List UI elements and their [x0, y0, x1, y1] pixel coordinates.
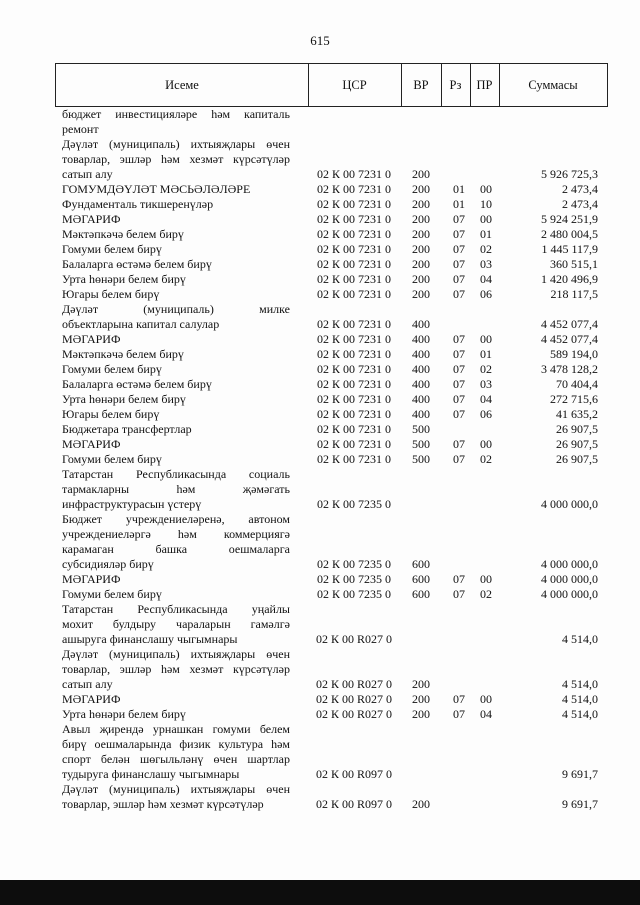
row-name-line: МӘГАРИФ [62, 332, 121, 346]
table-row [0, 422, 640, 437]
row-sum: 9 691,7 [562, 797, 598, 811]
row-csr: 02 К 00 R027 0 [315, 677, 392, 691]
row-sum: 1 420 496,9 [541, 272, 598, 286]
row-name-line: МӘГАРИФ [62, 437, 121, 451]
row-csr: 02 К 00 R097 0 [315, 767, 392, 781]
row-rz: 01 [453, 197, 465, 211]
row-csr: 02 К 00 7231 0 [316, 197, 391, 211]
header-rz: Рз [441, 64, 471, 106]
row-name-line: Гомуми белем бирү [62, 452, 162, 466]
row-vr: 200 [412, 212, 430, 226]
row-sum: 41 635,2 [556, 407, 598, 421]
table-row [0, 362, 640, 377]
row-sum: 4 000 000,0 [541, 587, 598, 601]
row-vr: 400 [412, 332, 430, 346]
row-name-line: тудыруга финанслашу чыгымнары [62, 767, 240, 781]
table-row [0, 407, 640, 422]
row-name-line: Балаларга өстәмә белем бирү [62, 257, 212, 271]
row-rz: 01 [453, 182, 465, 196]
row-rz: 07 [453, 362, 465, 376]
row-csr: 02 К 00 7231 0 [316, 242, 391, 256]
row-vr: 600 [412, 572, 430, 586]
row-sum: 26 907,5 [556, 437, 598, 451]
row-name-line: Югары белем бирү [62, 287, 160, 301]
row-sum: 4 000 000,0 [541, 572, 598, 586]
row-csr: 02 К 00 7231 0 [316, 452, 391, 466]
row-vr: 200 [412, 242, 430, 256]
row-vr: 200 [412, 227, 430, 241]
row-pr: 06 [480, 407, 492, 421]
row-sum: 4 514,0 [562, 632, 598, 646]
header-sum: Суммасы [528, 78, 578, 92]
row-rz: 07 [453, 242, 465, 256]
row-sum: 2 480 004,5 [541, 227, 598, 241]
row-csr: 02 К 00 7231 0 [316, 212, 391, 226]
table-row [0, 332, 640, 347]
row-rz: 07 [453, 212, 465, 226]
row-csr: 02 К 00 7235 0 [316, 497, 391, 511]
row-rz: 07 [453, 332, 465, 346]
row-sum: 4 000 000,0 [541, 557, 598, 571]
row-name-line: товарлар, эшләр һәм хезмәт күрсәтүләр [62, 662, 290, 676]
row-vr: 600 [412, 557, 430, 571]
row-name-line: бирү оешмаларында физик культура һәм [62, 737, 290, 751]
scan-bottom-edge [0, 880, 640, 905]
row-name-line: ашыруга финанслашу чыгымнары [62, 632, 238, 646]
table-row [0, 782, 640, 812]
row-vr: 500 [412, 422, 430, 436]
row-sum: 4 452 077,4 [541, 317, 598, 331]
row-pr: 02 [480, 362, 492, 376]
row-vr: 500 [412, 437, 430, 451]
row-rz: 07 [453, 227, 465, 241]
table-row [0, 452, 640, 467]
row-csr: 02 К 00 7231 0 [316, 347, 391, 361]
row-name-line: Югары белем бирү [62, 407, 160, 421]
row-csr: 02 К 00 R027 0 [315, 692, 392, 706]
row-rz: 07 [453, 707, 465, 721]
row-rz: 07 [453, 257, 465, 271]
row-vr: 200 [412, 707, 430, 721]
row-name-line: Мәктәпкәчә белем бирү [62, 347, 184, 361]
row-vr: 200 [412, 182, 430, 196]
header-name: Исеме [56, 64, 309, 106]
row-vr: 400 [412, 362, 430, 376]
row-pr: 03 [480, 377, 492, 391]
row-csr: 02 К 00 R097 0 [315, 797, 392, 811]
page-number: 615 [310, 33, 330, 48]
row-name-line: Дәүләт (муниципаль) ихтыяҗлары өчен [62, 647, 290, 661]
row-pr: 00 [480, 572, 492, 586]
row-rz: 07 [453, 377, 465, 391]
row-csr: 02 К 00 7231 0 [316, 422, 391, 436]
row-name-line: бюджет инвестицияләре һәм капиталь [62, 107, 290, 121]
row-rz: 07 [453, 347, 465, 361]
table-row [0, 242, 640, 257]
row-name-line: Урта һөнәри белем бирү [62, 392, 186, 406]
row-vr: 500 [412, 452, 430, 466]
table-row [0, 722, 640, 782]
table-row [0, 377, 640, 392]
row-sum: 26 907,5 [556, 452, 598, 466]
row-csr: 02 К 00 7231 0 [316, 227, 391, 241]
row-name-line: Гомуми белем бирү [62, 587, 162, 601]
row-pr: 10 [480, 197, 492, 211]
row-sum: 2 473,4 [562, 182, 598, 196]
row-pr: 00 [480, 182, 492, 196]
table-row [0, 287, 640, 302]
row-name-line: Мәктәпкәчә белем бирү [62, 227, 184, 241]
table-row [0, 467, 640, 512]
row-name-line: Гомуми белем бирү [62, 242, 162, 256]
row-sum: 5 926 725,3 [541, 167, 598, 181]
table-row [0, 272, 640, 287]
row-csr: 02 К 00 7231 0 [316, 257, 391, 271]
table-row [0, 647, 640, 692]
table-row [0, 212, 640, 227]
row-name-line: Гомуми белем бирү [62, 362, 162, 376]
row-name-line: карамаган башка оешмаларга [62, 542, 290, 556]
table-row [0, 107, 640, 137]
row-name-line: сатып алу [62, 167, 113, 181]
row-sum: 9 691,7 [562, 767, 598, 781]
row-sum: 4 452 077,4 [541, 332, 598, 346]
row-pr: 03 [480, 257, 492, 271]
row-sum: 360 515,1 [550, 257, 598, 271]
row-name-line: МӘГАРИФ [62, 692, 121, 706]
table-row [0, 197, 640, 212]
table-row [0, 692, 640, 707]
row-rz: 07 [453, 287, 465, 301]
row-pr: 00 [480, 692, 492, 706]
row-vr: 200 [412, 167, 430, 181]
row-csr: 02 К 00 7235 0 [316, 572, 391, 586]
table-body [0, 107, 640, 812]
row-csr: 02 К 00 7231 0 [316, 377, 391, 391]
row-pr: 06 [480, 287, 492, 301]
row-name-line: Дәүләт (муниципаль) ихтыяҗлары өчен [62, 137, 290, 151]
row-rz: 07 [453, 692, 465, 706]
table-row [0, 512, 640, 572]
row-csr: 02 К 00 7231 0 [316, 182, 391, 196]
row-pr: 00 [480, 437, 492, 451]
header-vr: ВР [401, 64, 442, 106]
row-name-line: тармакларны һәм җәмәгать [62, 482, 290, 496]
row-vr: 200 [412, 197, 430, 211]
row-name-line: Татарстан Республикасында социаль [62, 467, 290, 481]
row-vr: 400 [412, 377, 430, 391]
row-sum: 4 000 000,0 [541, 497, 598, 511]
header-csr: ЦСР [308, 64, 402, 106]
row-name-line: Бюджет учреждениеләренә, автоном [62, 512, 290, 526]
row-name-line: субсидияләр бирү [62, 557, 154, 571]
row-rz: 07 [453, 392, 465, 406]
row-sum: 4 514,0 [562, 707, 598, 721]
row-sum: 272 715,6 [550, 392, 598, 406]
row-sum: 2 473,4 [562, 197, 598, 211]
table-row [0, 437, 640, 452]
row-vr: 400 [412, 347, 430, 361]
row-name-line: мохит булдыру чараларын гамәлгә [62, 617, 290, 631]
row-sum: 4 514,0 [562, 692, 598, 706]
row-pr: 00 [480, 332, 492, 346]
table-header [55, 63, 608, 107]
row-csr: 02 К 00 R027 0 [315, 707, 392, 721]
row-pr: 02 [480, 587, 492, 601]
row-vr: 200 [412, 287, 430, 301]
row-name-line: учреждениеләргә һәм коммерциягә [62, 527, 290, 541]
row-csr: 02 К 00 7231 0 [316, 167, 391, 181]
header-pr: ПР [470, 64, 500, 106]
row-sum: 70 404,4 [556, 377, 598, 391]
row-csr: 02 К 00 7231 0 [316, 272, 391, 286]
row-rz: 07 [453, 587, 465, 601]
row-rz: 07 [453, 572, 465, 586]
table-row [0, 302, 640, 332]
row-pr: 04 [480, 272, 492, 286]
row-sum: 3 478 128,2 [541, 362, 598, 376]
row-vr: 400 [412, 407, 430, 421]
row-name-line: МӘГАРИФ [62, 572, 121, 586]
table-row [0, 707, 640, 722]
row-vr: 400 [412, 317, 430, 331]
row-pr: 01 [480, 347, 492, 361]
row-pr: 02 [480, 452, 492, 466]
row-rz: 07 [453, 407, 465, 421]
table-row [0, 572, 640, 587]
row-vr: 200 [412, 257, 430, 271]
table-row [0, 587, 640, 602]
row-vr: 600 [412, 587, 430, 601]
row-csr: 02 К 00 7231 0 [316, 407, 391, 421]
row-name-line: Урта һөнәри белем бирү [62, 272, 186, 286]
row-csr: 02 К 00 R027 0 [315, 632, 392, 646]
row-name-line: МӘГАРИФ [62, 212, 121, 226]
row-vr: 200 [412, 677, 430, 691]
row-csr: 02 К 00 7231 0 [316, 317, 391, 331]
row-rz: 07 [453, 437, 465, 451]
row-csr: 02 К 00 7231 0 [316, 362, 391, 376]
row-sum: 589 194,0 [550, 347, 598, 361]
row-name-line: товарлар, эшләр һәм хезмәт күрсәтүләр [62, 797, 264, 811]
table-row [0, 182, 640, 197]
row-vr: 400 [412, 392, 430, 406]
row-pr: 02 [480, 242, 492, 256]
row-name-line: инфраструктурасын үстерү [62, 497, 202, 511]
row-csr: 02 К 00 7231 0 [316, 287, 391, 301]
row-rz: 07 [453, 452, 465, 466]
row-name-line: ГОМУМДӘҮЛӘТ МӘСЬӘЛӘЛӘРЕ [62, 182, 251, 196]
row-pr: 00 [480, 212, 492, 226]
row-name-line: Дәүләт (муниципаль) ихтыяҗлары өчен [62, 782, 290, 796]
table-row [0, 392, 640, 407]
row-sum: 5 924 251,9 [541, 212, 598, 226]
row-name-line: Татарстан Республикасында уңайлы [62, 602, 290, 616]
row-name-line: объектларына капитал салулар [62, 317, 220, 331]
row-name-line: Урта һөнәри белем бирү [62, 707, 186, 721]
table-row [0, 347, 640, 362]
table-row [0, 137, 640, 182]
row-name-line: Фундаменталь тикшеренүләр [62, 197, 214, 211]
row-pr: 01 [480, 227, 492, 241]
row-vr: 200 [412, 692, 430, 706]
row-name-line: Дәүләт (муниципаль) милке [62, 302, 290, 316]
row-name-line: сатып алу [62, 677, 113, 691]
row-pr: 04 [480, 707, 492, 721]
row-vr: 200 [412, 272, 430, 286]
row-pr: 04 [480, 392, 492, 406]
row-name-line: товарлар, эшләр һәм хезмәт күрсәтүләр [62, 152, 290, 166]
row-name-line: спорт белән шөгыльләнү өчен шартлар [62, 752, 290, 766]
row-csr: 02 К 00 7231 0 [316, 392, 391, 406]
row-sum: 4 514,0 [562, 677, 598, 691]
row-name-line: Балаларга өстәмә белем бирү [62, 377, 212, 391]
row-csr: 02 К 00 7231 0 [316, 332, 391, 346]
row-csr: 02 К 00 7235 0 [316, 557, 391, 571]
row-name-line: Авыл җирендә урнашкан гомуми белем [62, 722, 290, 736]
table-row [0, 257, 640, 272]
row-sum: 26 907,5 [556, 422, 598, 436]
row-csr: 02 К 00 7235 0 [316, 587, 391, 601]
table-row [0, 602, 640, 647]
row-name-line: ремонт [62, 122, 99, 136]
row-vr: 200 [412, 797, 430, 811]
row-sum: 1 445 117,9 [541, 242, 598, 256]
row-csr: 02 К 00 7231 0 [316, 437, 391, 451]
row-rz: 07 [453, 272, 465, 286]
row-sum: 218 117,5 [550, 287, 598, 301]
row-name-line: Бюджетара трансфертлар [62, 422, 192, 436]
table-row [0, 227, 640, 242]
